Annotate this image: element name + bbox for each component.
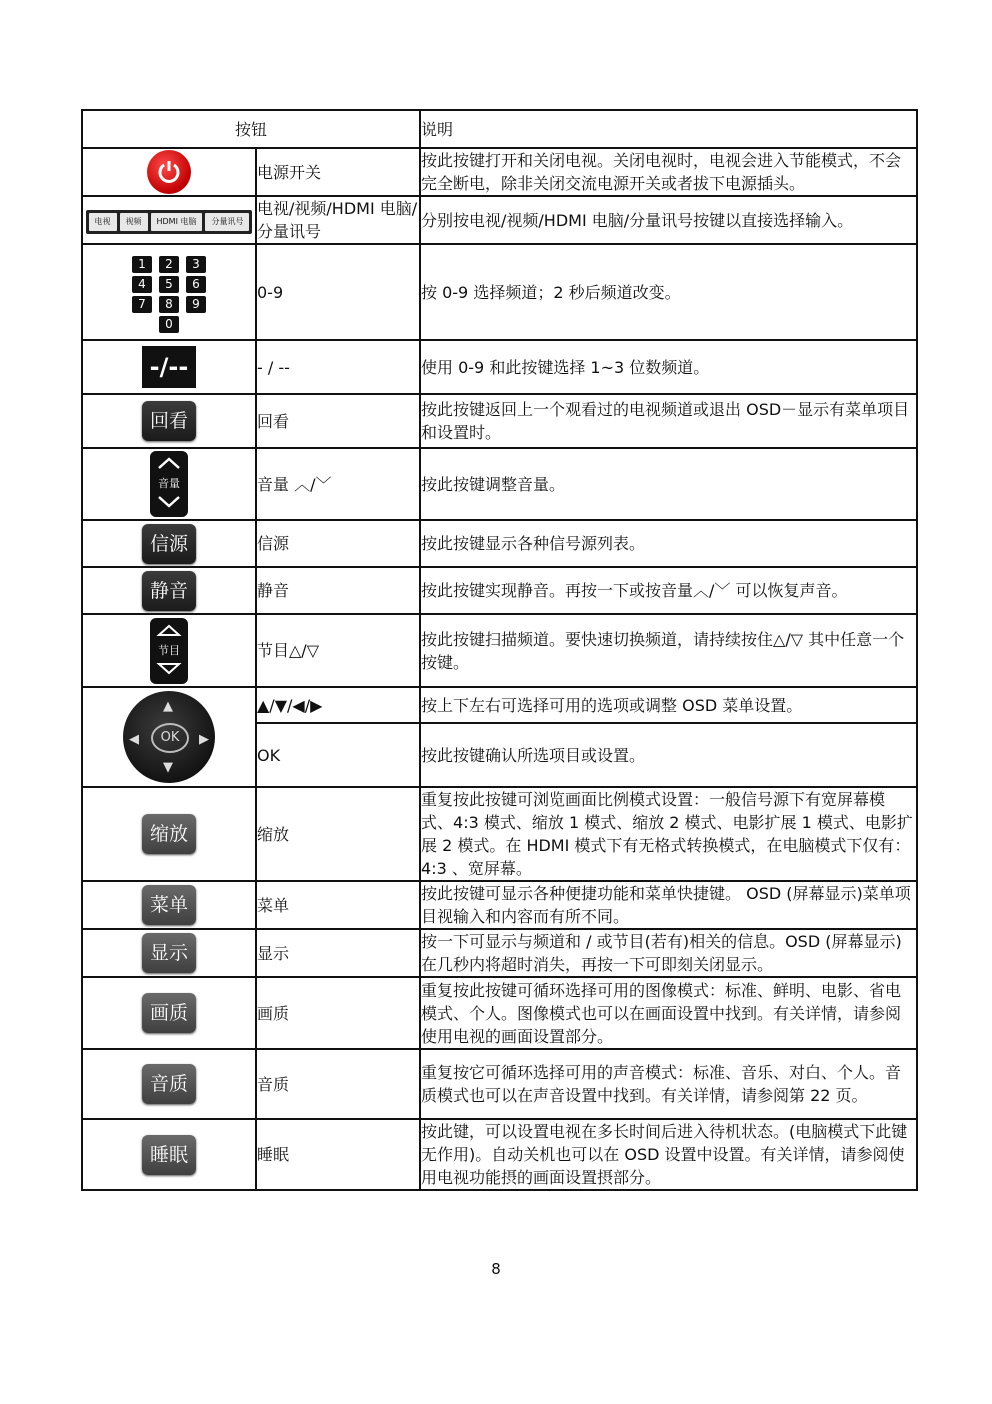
display-button-icon: 显示 — [142, 933, 196, 973]
button-name: 电视/视频/HDMI 电脑/分量讯号 — [256, 196, 420, 244]
button-name: 节目△/▽ — [256, 614, 420, 687]
table-row — [82, 687, 917, 723]
sleep-button-icon: 睡眠 — [142, 1135, 196, 1175]
button-name: 0-9 — [256, 244, 420, 340]
button-description: 按此按键返回上一个观看过的电视频道或退出 OSD－显示有菜单项目和设置时。 — [420, 394, 917, 448]
menu-button-icon: 菜单 — [142, 885, 196, 925]
button-name: OK — [256, 723, 420, 787]
button-description: 按一下可显示与频道和 / 或节目(若有)相关的信息。OSD (屏幕显示) 在几秒内将超时消失，再按一下可即刻关闭显示。 — [420, 929, 917, 977]
button-description: 重复按此按键可浏览画面比例模式设置：一般信号源下有宽屏幕模式、4:3 模式、缩放 1 模式、缩放 2 模式、电影扩展 1 模式、电影扩展 2 模式。在 HDMI 模式下有无格式转换模式，在电脑模式下仅有：4:3 、宽屏幕。 — [420, 787, 917, 881]
table-row — [82, 1119, 917, 1190]
button-description: 按此按键可显示各种便捷功能和菜单快捷键。 OSD (屏幕显示)菜单项目视输入和内容而有所不同。 — [420, 881, 917, 929]
button-description: 按此按键调整音量。 — [420, 448, 917, 520]
table-row — [82, 614, 917, 687]
arrow-right-icon: ▶ — [199, 732, 209, 747]
recall-button-icon: 回看 — [142, 401, 196, 441]
sound-button-icon: 音质 — [142, 1064, 196, 1104]
button-name: 睡眠 — [256, 1119, 420, 1190]
table-row — [82, 929, 917, 977]
button-description: 分别按电视/视频/HDMI 电脑/分量讯号按键以直接选择输入。 — [420, 196, 917, 244]
table-row — [82, 394, 917, 448]
button-description: 按此按键实现静音。再按一下或按音量︿/﹀ 可以恢复声音。 — [420, 567, 917, 614]
table-row — [82, 881, 917, 929]
table-row — [82, 1049, 917, 1119]
button-name: 回看 — [256, 394, 420, 448]
button-description: 重复按它可循环选择可用的声音模式：标准、音乐、对白、个人。音质模式也可以在声音设置中找到。有关详情，请参阅第 22 页。 — [420, 1049, 917, 1119]
button-name: 静音 — [256, 567, 420, 614]
button-description: 按此按键确认所选项目或设置。 — [420, 723, 917, 787]
power-icon — [147, 150, 191, 194]
button-name: 音质 — [256, 1049, 420, 1119]
button-name: ▲/▼/◀/▶ — [256, 687, 420, 723]
header-button: 按钮 — [82, 110, 420, 148]
button-description: 按此按键扫描频道。要快速切换频道，请持续按住△/▽ 其中任意一个按键。 — [420, 614, 917, 687]
button-description: 使用 0-9 和此按键选择 1~3 位数频道。 — [420, 340, 917, 394]
button-name: 缩放 — [256, 787, 420, 881]
button-description: 按此按键显示各种信号源列表。 — [420, 520, 917, 567]
ok-label: OK — [151, 723, 189, 753]
table-row — [82, 448, 917, 520]
numpad-icon: 1 2 3 4 5 6 7 8 9 0 — [132, 256, 206, 333]
picture-button-icon: 画质 — [142, 993, 196, 1033]
table-row — [82, 977, 917, 1049]
remote-buttons-table — [81, 109, 918, 1191]
button-name: 信源 — [256, 520, 420, 567]
zoom-button-icon: 缩放 — [142, 814, 196, 854]
page-number: 8 — [491, 1260, 501, 1278]
table-row — [82, 196, 917, 244]
button-description: 按 0-9 选择频道；2 秒后频道改变。 — [420, 244, 917, 340]
mute-button-icon: 静音 — [142, 571, 196, 611]
button-name: 显示 — [256, 929, 420, 977]
table-row — [82, 567, 917, 614]
button-name: 菜单 — [256, 881, 420, 929]
header-description: 说明 — [420, 110, 917, 148]
button-description: 按上下左右可选择可用的选项或调整 OSD 菜单设置。 — [420, 687, 917, 723]
arrow-up-icon: ▲ — [163, 699, 173, 714]
button-description: 按此按键打开和关闭电视。关闭电视时，电视会进入节能模式，不会完全断电，除非关闭交流电源开关或者拔下电源插头。 — [420, 148, 917, 196]
button-name: 画质 — [256, 977, 420, 1049]
arrow-left-icon: ◀ — [129, 732, 139, 747]
button-description: 重复按此按键可循环选择可用的图像模式：标准、鲜明、电影、省电模式、个人。图像模式也可以在画面设置中找到。有关详情，请参阅使用电视的画面设置部分。 — [420, 977, 917, 1049]
button-name: - / -- — [256, 340, 420, 394]
table-row — [82, 340, 917, 394]
button-description: 按此键，可以设置电视在多长时间后进入待机状态。(电脑模式下此键无作用)。自动关机也可以在 OSD 设置中设置。有关详情，请参阅使用电视功能摂的画面设置摂部分。 — [420, 1119, 917, 1190]
table-header — [82, 110, 917, 148]
source-button-icon: 信源 — [142, 524, 196, 564]
table-row — [82, 148, 917, 196]
dpad-icon — [123, 691, 215, 783]
table-row — [82, 520, 917, 567]
dash-button-icon: -/-- — [142, 346, 196, 388]
table-row — [82, 787, 917, 881]
button-name: 音量 ︿/﹀ — [256, 448, 420, 520]
arrow-down-icon: ▼ — [163, 760, 173, 775]
table-row — [82, 244, 917, 340]
volume-rocker-icon: 音量 — [150, 451, 188, 517]
channel-rocker-icon: 节目 — [150, 618, 188, 684]
source-buttons-icon: 电视 视频 HDMI 电脑 分量讯号 — [86, 210, 253, 234]
button-name: 电源开关 — [256, 148, 420, 196]
